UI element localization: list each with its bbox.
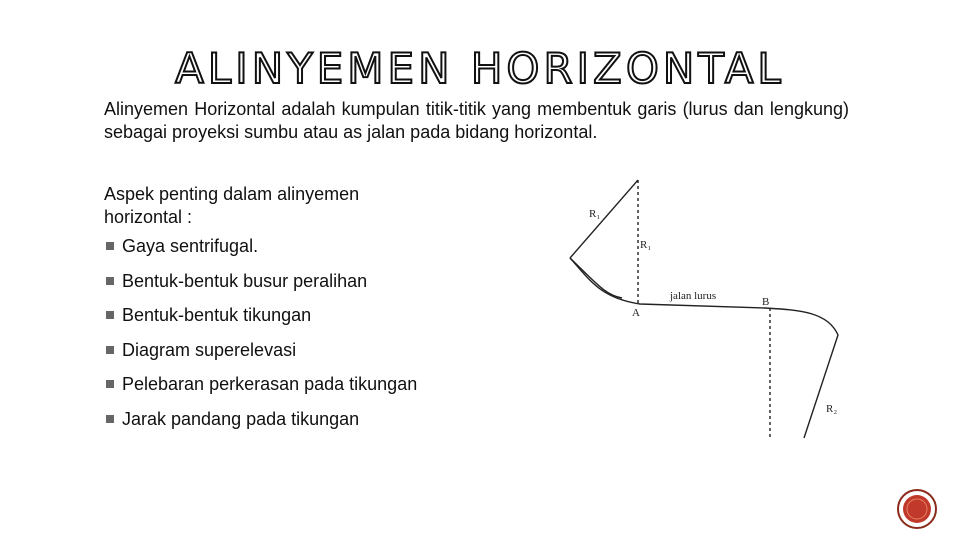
intro-paragraph: Alinyemen Horizontal adalah kumpulan titik-titik yang membentuk garis (lurus dan lengkung) sebagai proyeksi sumbu atau as jalan pada bidang horizontal. [104, 99, 849, 142]
list-item-label: Diagram superelevasi [122, 339, 297, 360]
diagram-label-r1-left: R₁ [589, 208, 601, 220]
diagram-road-line [570, 258, 838, 438]
bullet-square-icon [106, 277, 114, 285]
bullet-square-icon [106, 311, 114, 319]
bullet-square-icon [106, 346, 114, 354]
diagram-label-r1-right: R₁ [640, 239, 652, 251]
list-item [104, 304, 417, 339]
list-item-label: Gaya sentrifugal. [122, 236, 259, 256]
list-item-label: Jarak pandang pada tikungan [122, 408, 360, 429]
diagram-curve-1 [570, 258, 622, 298]
diagram-label-r2: R₂ [826, 403, 838, 415]
list-item-label: Bentuk-bentuk tikungan [122, 305, 312, 325]
list-item [104, 373, 417, 408]
corner-logo-icon [896, 488, 938, 530]
list-item-label: Bentuk-bentuk busur peralihan [122, 270, 368, 291]
list-item [104, 339, 417, 374]
aspect-heading: Aspek penting dalam alinyemen horizontal : [104, 184, 360, 227]
diagram-label-b: B [762, 296, 770, 308]
list-item-label: Pelebaran perkerasan pada tikungan [122, 374, 418, 394]
list-item [104, 235, 417, 270]
page-title: ALINYEMEN HORIZONTAL [175, 44, 785, 93]
list-item [104, 408, 417, 443]
diagram-label-jalan-lurus: jalan lurus [670, 290, 717, 302]
bullet-list [104, 235, 417, 442]
diagram-label-a: A [632, 307, 640, 319]
list-item [104, 270, 417, 305]
bullet-square-icon [106, 242, 114, 250]
bullet-square-icon [106, 415, 114, 423]
alignment-diagram [560, 170, 870, 445]
diagram-radius-line [570, 180, 638, 258]
bullet-square-icon [106, 380, 114, 388]
